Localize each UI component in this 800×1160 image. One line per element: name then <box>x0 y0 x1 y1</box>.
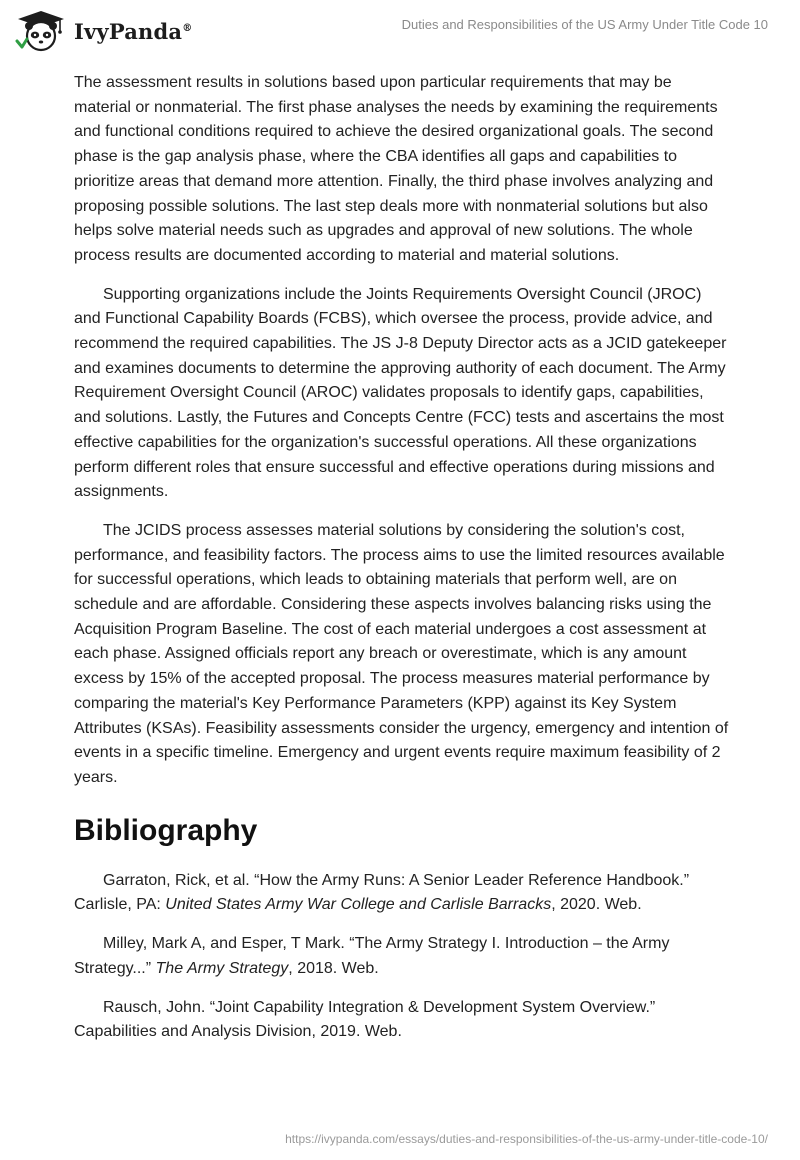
page-header <box>0 0 800 62</box>
essay-content <box>74 71 730 1059</box>
document-title: Duties and Responsibilities of the US Army Under Title Code 10 <box>401 17 768 32</box>
reference-item-2 <box>74 932 730 981</box>
reference-text: Garraton, Rick, et al. “How the Army Runs: A Senior Leader Reference Handbook.” Carlisle, PA: <box>74 871 690 914</box>
reference-text-end: , 2020. Web. <box>551 896 642 914</box>
ivypanda-logo[interactable] <box>14 9 192 53</box>
body-paragraph-2: Supporting organizations include the Joints Requirements Oversight Council (JROC) and Functional Capability Boards (FCBS), which oversee the process, provide advice, and recommend the required capabilities. The JS J-8 Deputy Director acts as a JCID gatekeeper and examines documents to determine the approving authority of each document. The Army Requirement Oversight Council (AROC) validates proposals to identify gaps, capabilities, and solutions. Lastly, the Futures and Concepts Centre (FCC) tests and ascertains the most effective capabilities for the organization's successful operations. All these organizations perform different roles that ensure successful and effective operations during missions and assignments. <box>74 285 727 501</box>
registered-mark: ® <box>182 22 193 34</box>
reference-item-1 <box>74 869 730 918</box>
body-paragraph-1: The assessment results in solutions based upon particular requirements that may be material or nonmaterial. The first phase analyses the needs by examining the requirements and functional conditions required to achieve the desired organizational goals. The second phase is the gap analysis phase, where the CBA identifies all gaps and capabilities to prioritize areas that demand more attention. Finally, the third phase involves analyzing and proposing possible solutions. The last step deals more with nonmaterial solutions but also helps solve material needs such as upgrades and approval of new solutions. The whole process results are documented according to material and material solutions. <box>74 74 718 264</box>
reference-text-end: , 2018. Web. <box>288 959 379 977</box>
bibliography-heading: Bibliography <box>74 813 258 847</box>
panda-graduation-cap-icon <box>14 9 68 53</box>
reference-source-title: United States Army War College and Carlisle Barracks <box>165 896 552 914</box>
brand-text: IvyPanda <box>74 18 183 44</box>
body-paragraph-3: The JCIDS process assesses material solutions by considering the solution's cost, performance, and feasibility factors. The process aims to use the limited resources available for successful operations, which leads to obtaining materials that perform well, are on schedule and are affordable. Considering these aspects involves balancing risks using the Acquisition Program Baseline. The cost of each material undergoes a cost assessment at each phase. Assigned officials report any breach or overestimate, which is any amount excess by 15% of the accepted proposal. The process measures material performance by comparing the material's Key Performance Parameters (KPP) against its Key System Attributes (KSAs). Feasibility assessments consider the urgency, emergency and intention of events in a specific timeline. Emergency and urgent events require maximum feasibility of 2 years. <box>74 521 729 786</box>
reference-item-3 <box>74 996 730 1045</box>
source-url[interactable]: https://ivypanda.com/essays/duties-and-responsibilities-of-the-us-army-under-title-code-10/ <box>285 1132 768 1146</box>
brand-name <box>74 19 192 44</box>
reference-text: Milley, Mark A, and Esper, T Mark. “The Army Strategy I. Introduction – the Army Strategy...” <box>74 935 670 977</box>
reference-text: Rausch, John. “Joint Capability Integration & Development System Overview.” Capabilities and Analysis Division, 2019. Web. <box>74 998 656 1041</box>
reference-source-title: The Army Strategy <box>155 959 289 977</box>
